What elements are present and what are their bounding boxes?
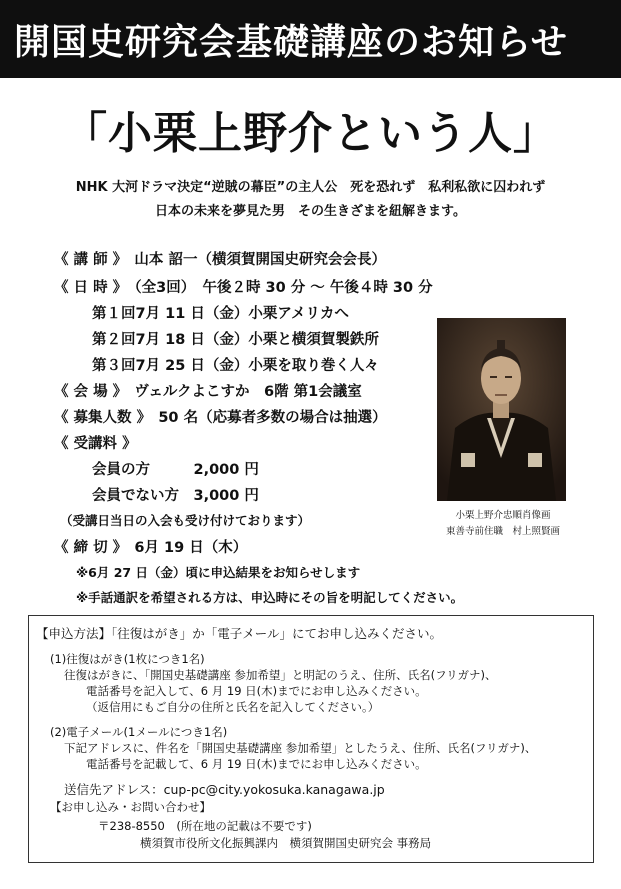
note-2: ※手話通訳を希望される方は、申込時にその旨を明記してください。: [76, 590, 464, 605]
postal-line: 〒238-8550 (所在地の記載は不要です): [98, 819, 312, 833]
session-2: 第２回7月 18 日（金）小栗と横須賀製鉄所: [92, 332, 379, 348]
email-address: 送信先アドレス：cup-pc@city.yokosuka.kanagawa.jp: [64, 782, 385, 797]
fee-label: 《 受講料 》: [54, 436, 137, 452]
portrait-image: [437, 318, 566, 501]
email-title: (2)電子メール(1メールにつき1名): [50, 725, 228, 739]
fee-member: 会員の方 2,000 円: [92, 462, 259, 478]
deadline-line: 《 締 切 》 6月 19 日（木）: [54, 540, 248, 556]
schedule-line: 《 日 時 》 （全3回） 午後２時 30 分 ～ 午後４時 30 分: [54, 280, 433, 296]
intro-line-1: NHK 大河ドラマ決定“逆賊の幕臣”の主人公 死を恐れず 私利私欲に囚われず: [75, 180, 546, 195]
capacity-line: 《 募集人数 》 50 名（応募者多数の場合は抽選）: [54, 410, 387, 426]
postcard-line-3: （返信用にもご自分の住所と氏名を記入してください。）: [86, 700, 380, 714]
note-1: ※6月 27 日（金）頃に申込結果をお知らせします: [76, 565, 361, 580]
portrait-drawing: [437, 318, 566, 501]
postcard-title: (1)往復はがき(1枚につき1名): [50, 652, 205, 666]
email-line-2: 電話番号を記載して、6 月 19 日(木)までにお申し込みください。: [86, 757, 427, 771]
email-line-1: 下記アドレスに、件名を「開国史基礎講座 参加希望」としたうえ、住所、氏名(フリガナ)、: [64, 741, 537, 755]
contact-heading: 【お申し込み・お問い合わせ】: [50, 800, 211, 814]
office-line: 横須賀市役所文化振興課内 横須賀開国史研究会 事務局: [140, 836, 432, 850]
lecturer-line: 《 講 師 》 山本 詔一（横須賀開国史研究会会長）: [54, 252, 386, 268]
session-3: 第３回7月 25 日（金）小栗を取り巻く人々: [92, 358, 379, 374]
postcard-line-2: 電話番号を記入して、6 月 19 日(木)までにお申し込みください。: [86, 684, 427, 698]
portrait-caption-1: 小栗上野介忠順肖像画: [455, 510, 551, 521]
fee-note: （受講日当日の入会も受け付けております）: [60, 513, 311, 528]
venue-line: 《 会 場 》 ヴェルクよこすか 6階 第1会議室: [54, 384, 362, 400]
portrait-caption-2: 東善寺前住職 村上照賢画: [445, 526, 560, 537]
session-1: 第１回7月 11 日（金）小栗アメリカへ: [92, 306, 349, 322]
postcard-line-1: 往復はがきに、「開国史基礎講座 参加希望」と明記のうえ、住所、氏名(フリガナ)、: [64, 668, 497, 682]
application-heading: 【申込方法】「往復はがき」か「電子メール」にてお申し込みください。: [36, 626, 443, 641]
intro-line-2: 日本の未来を夢見た男 その生きざまを紐解きます。: [155, 204, 466, 219]
header-title: 開国史研究会基礎講座のお知らせ: [14, 22, 568, 63]
main-title: 「小栗上野介という人」: [63, 108, 558, 159]
fee-nonmember: 会員でない方 3,000 円: [92, 488, 259, 504]
